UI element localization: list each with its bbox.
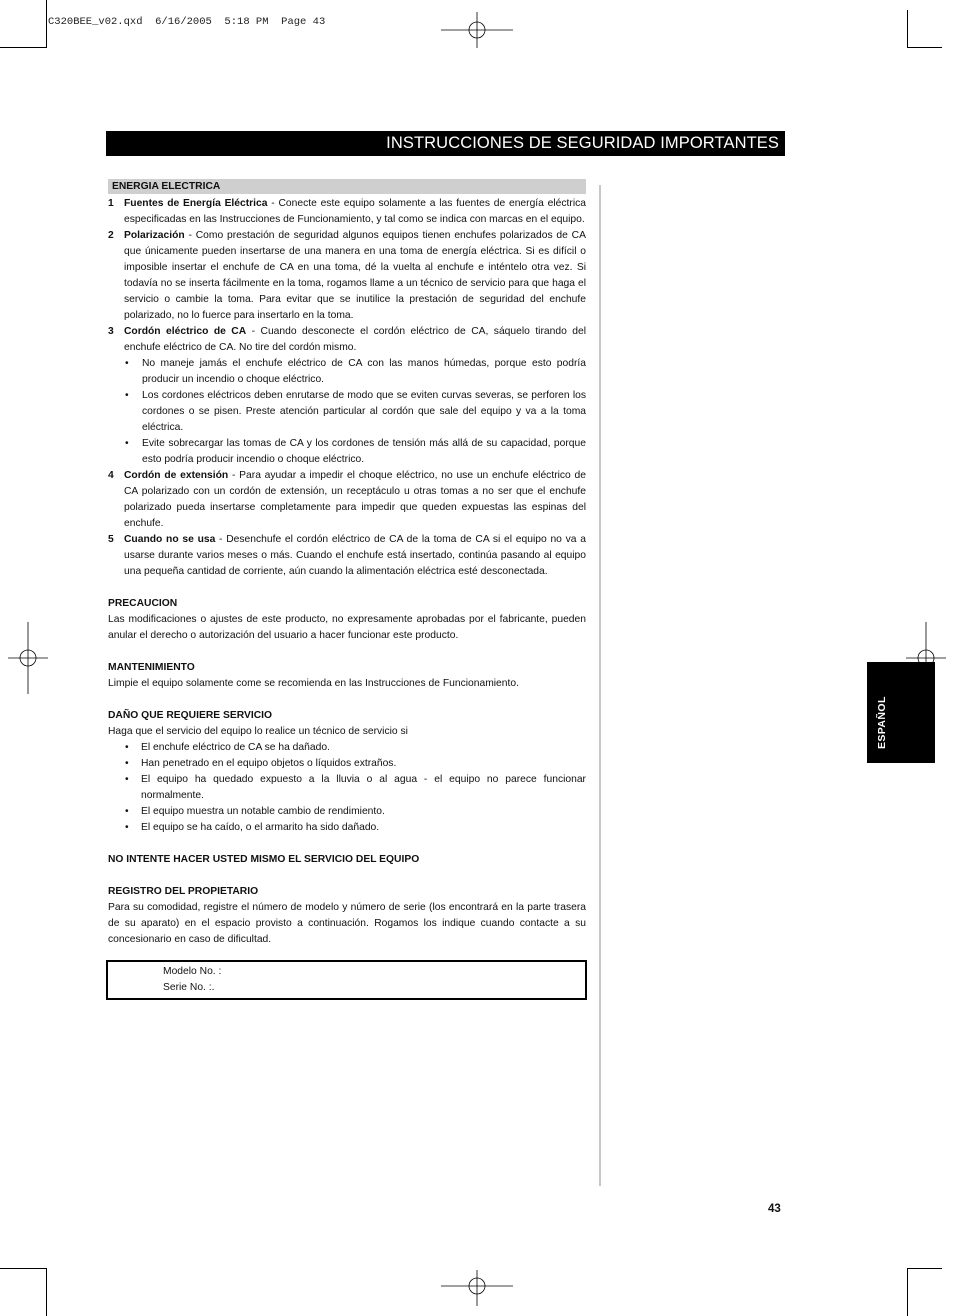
section-heading-mantenimiento: MANTENIMIENTO: [108, 662, 195, 673]
page-number: 43: [768, 1203, 781, 1215]
crop-mark: [46, 0, 47, 48]
bullet-text: El equipo se ha caído, o el armarito ha sido dañado.: [141, 822, 380, 833]
item-title: Cordón eléctrico de CA: [124, 326, 247, 337]
crop-mark: [0, 47, 46, 48]
item-number: 3: [108, 326, 114, 337]
list-item: [108, 356, 586, 388]
section-heading-energia: ENERGIA ELECTRICA: [108, 179, 586, 194]
item-text: - Conecte este equipo solamente a las fuentes de energía eléctrica especificadas en las Instrucciones de Funcionamiento, y tal como se indica con marcas en el equipo.: [124, 198, 586, 225]
crop-mark: [0, 1268, 46, 1269]
warning-no-intente: NO INTENTE HACER USTED MISMO EL SERVICIO DEL EQUIPO: [108, 854, 420, 865]
registration-mark-icon: [441, 12, 513, 48]
item-title: Fuentes de Energía Eléctrica: [124, 198, 268, 209]
registration-mark-icon: [8, 622, 48, 694]
bullet-text: El enchufe eléctrico de CA se ha dañado.: [141, 742, 330, 753]
bullet-icon: •: [125, 390, 129, 401]
crop-mark: [908, 47, 942, 48]
paragraph: Las modificaciones o ajustes de este producto, no expresamente aprobadas por el fabricante, pueden anular el derecho o autorización del usuario a hacer funcionar este producto.: [108, 614, 586, 641]
bullet-text: Han penetrado en el equipo objetos o líquidos extraños.: [141, 758, 397, 769]
registration-mark-icon: [441, 1270, 513, 1306]
list-item: [108, 756, 586, 772]
item-number: 2: [108, 230, 114, 241]
bullet-text: Los cordones eléctricos deben enrutarse de modo que se eviten curvas severas, se perforen los cordones o se pisen. Preste atención particular al cordón que sale del equipo y va a la toma eléctrica.: [142, 390, 586, 433]
item-number: 5: [108, 534, 114, 545]
section-heading-dano: DAÑO QUE REQUIERE SERVICIO: [108, 710, 273, 721]
paragraph: Haga que el servicio del equipo lo realice un técnico de servicio si: [108, 726, 408, 737]
bullet-icon: •: [125, 438, 129, 449]
bullet-text: El equipo muestra un notable cambio de rendimiento.: [141, 806, 385, 817]
item-title: Cordón de extensión: [124, 470, 229, 481]
bullet-text: El equipo ha quedado expuesto a la lluvia o al agua - el equipo no parece funcionar normalmente.: [141, 774, 586, 801]
column-divider: [599, 185, 601, 1186]
item-title: Cuando no se usa: [124, 534, 216, 545]
print-slug: C320BEE_v02.qxd 6/16/2005 5:18 PM Page 43: [48, 16, 326, 28]
numbered-item: [108, 468, 586, 532]
list-item: [108, 772, 586, 804]
serie-label: Serie No. :.: [163, 982, 215, 993]
item-title: Polarización: [124, 230, 185, 241]
list-item: [108, 804, 586, 820]
paragraph: Limpie el equipo solamente come se recomienda en las Instrucciones de Funcionamiento.: [108, 678, 519, 689]
language-tab-label: ESPAÑOL: [876, 696, 888, 749]
list-item: [108, 388, 586, 436]
owner-record-box: [106, 960, 587, 1000]
bullet-text: Evite sobrecargar las tomas de CA y los cordones de tensión más allá de su capacidad, porque esto podría producir incendio o choque eléctrico.: [142, 438, 586, 465]
bullet-icon: •: [125, 806, 129, 817]
section-heading-registro: REGISTRO DEL PROPIETARIO: [108, 886, 259, 897]
language-tab: [867, 662, 935, 763]
item-text: - Para ayudar a impedir el choque eléctrico, no use un enchufe eléctrico de CA polarizado con un cordón de extensión, un receptáculo u otras tomas a no ser que el enchufe polarizado pueda insertarse completamente para impedir que queden expuestas las espinas del enchufe.: [124, 470, 586, 529]
bullet-text: No maneje jamás el enchufe eléctrico de CA con las manos húmedas, porque esto podría producir un incendio o choque eléctrico.: [142, 358, 586, 385]
list-item: [108, 436, 586, 468]
numbered-item: [108, 228, 586, 324]
page-title: INSTRUCCIONES DE SEGURIDAD IMPORTANTES: [106, 131, 785, 156]
crop-mark: [907, 10, 908, 48]
numbered-item: [108, 324, 586, 356]
section-heading-precaucion: PRECAUCION: [108, 598, 178, 609]
paragraph: Para su comodidad, registre el número de modelo y número de serie (los encontrará en la parte trasera de su aparato) en el espacio provisto a continuación. Rogamos los indique cuando contacte a su concesionario en caso de dificultad.: [108, 902, 586, 945]
numbered-item: [108, 532, 586, 580]
item-text: - Cuando desconecte el cordón eléctrico de CA, sáquelo tirando del enchufe eléctrico de CA. No tire del cordón mismo.: [124, 326, 586, 353]
bullet-icon: •: [125, 774, 129, 785]
crop-mark: [46, 1268, 47, 1316]
item-number: 4: [108, 470, 114, 481]
list-item: [108, 820, 586, 836]
crop-mark: [907, 1268, 908, 1316]
item-text: - Desenchufe el cordón eléctrico de CA de la toma de CA si el equipo no va a usarse durante varios meses o más. Cuando el enchufe está insertado, continúa pasando al equipo una pequeña cantidad de corriente, aún cuando la alimentación eléctrica esté desconectada.: [124, 534, 586, 577]
item-number: 1: [108, 198, 114, 209]
crop-mark: [908, 1268, 942, 1269]
list-item: [108, 740, 586, 756]
bullet-icon: •: [125, 758, 129, 769]
numbered-item: [108, 196, 586, 228]
bullet-icon: •: [125, 358, 129, 369]
bullet-icon: •: [125, 742, 129, 753]
item-text: - Como prestación de seguridad algunos equipos tienen enchufes polarizados de CA que únicamente pueden insertarse de una manera en una toma de energía eléctrica. Si es difícil o imposible insertar el enchufe de CA en una toma, dé la vuelta al enchufe e inténtelo otra vez. Si todavía no se inserta fácilmente en la toma, rogamos llame a un técnico de servicio para que haga el servicio o cambie la toma. Para evitar que se inutilice la prestación de seguridad del enchufe polarizado, no lo fuerce para insertarlo en la toma.: [124, 230, 586, 321]
modelo-label: Modelo No. :: [163, 966, 222, 977]
main-content: [108, 179, 586, 948]
bullet-icon: •: [125, 822, 129, 833]
